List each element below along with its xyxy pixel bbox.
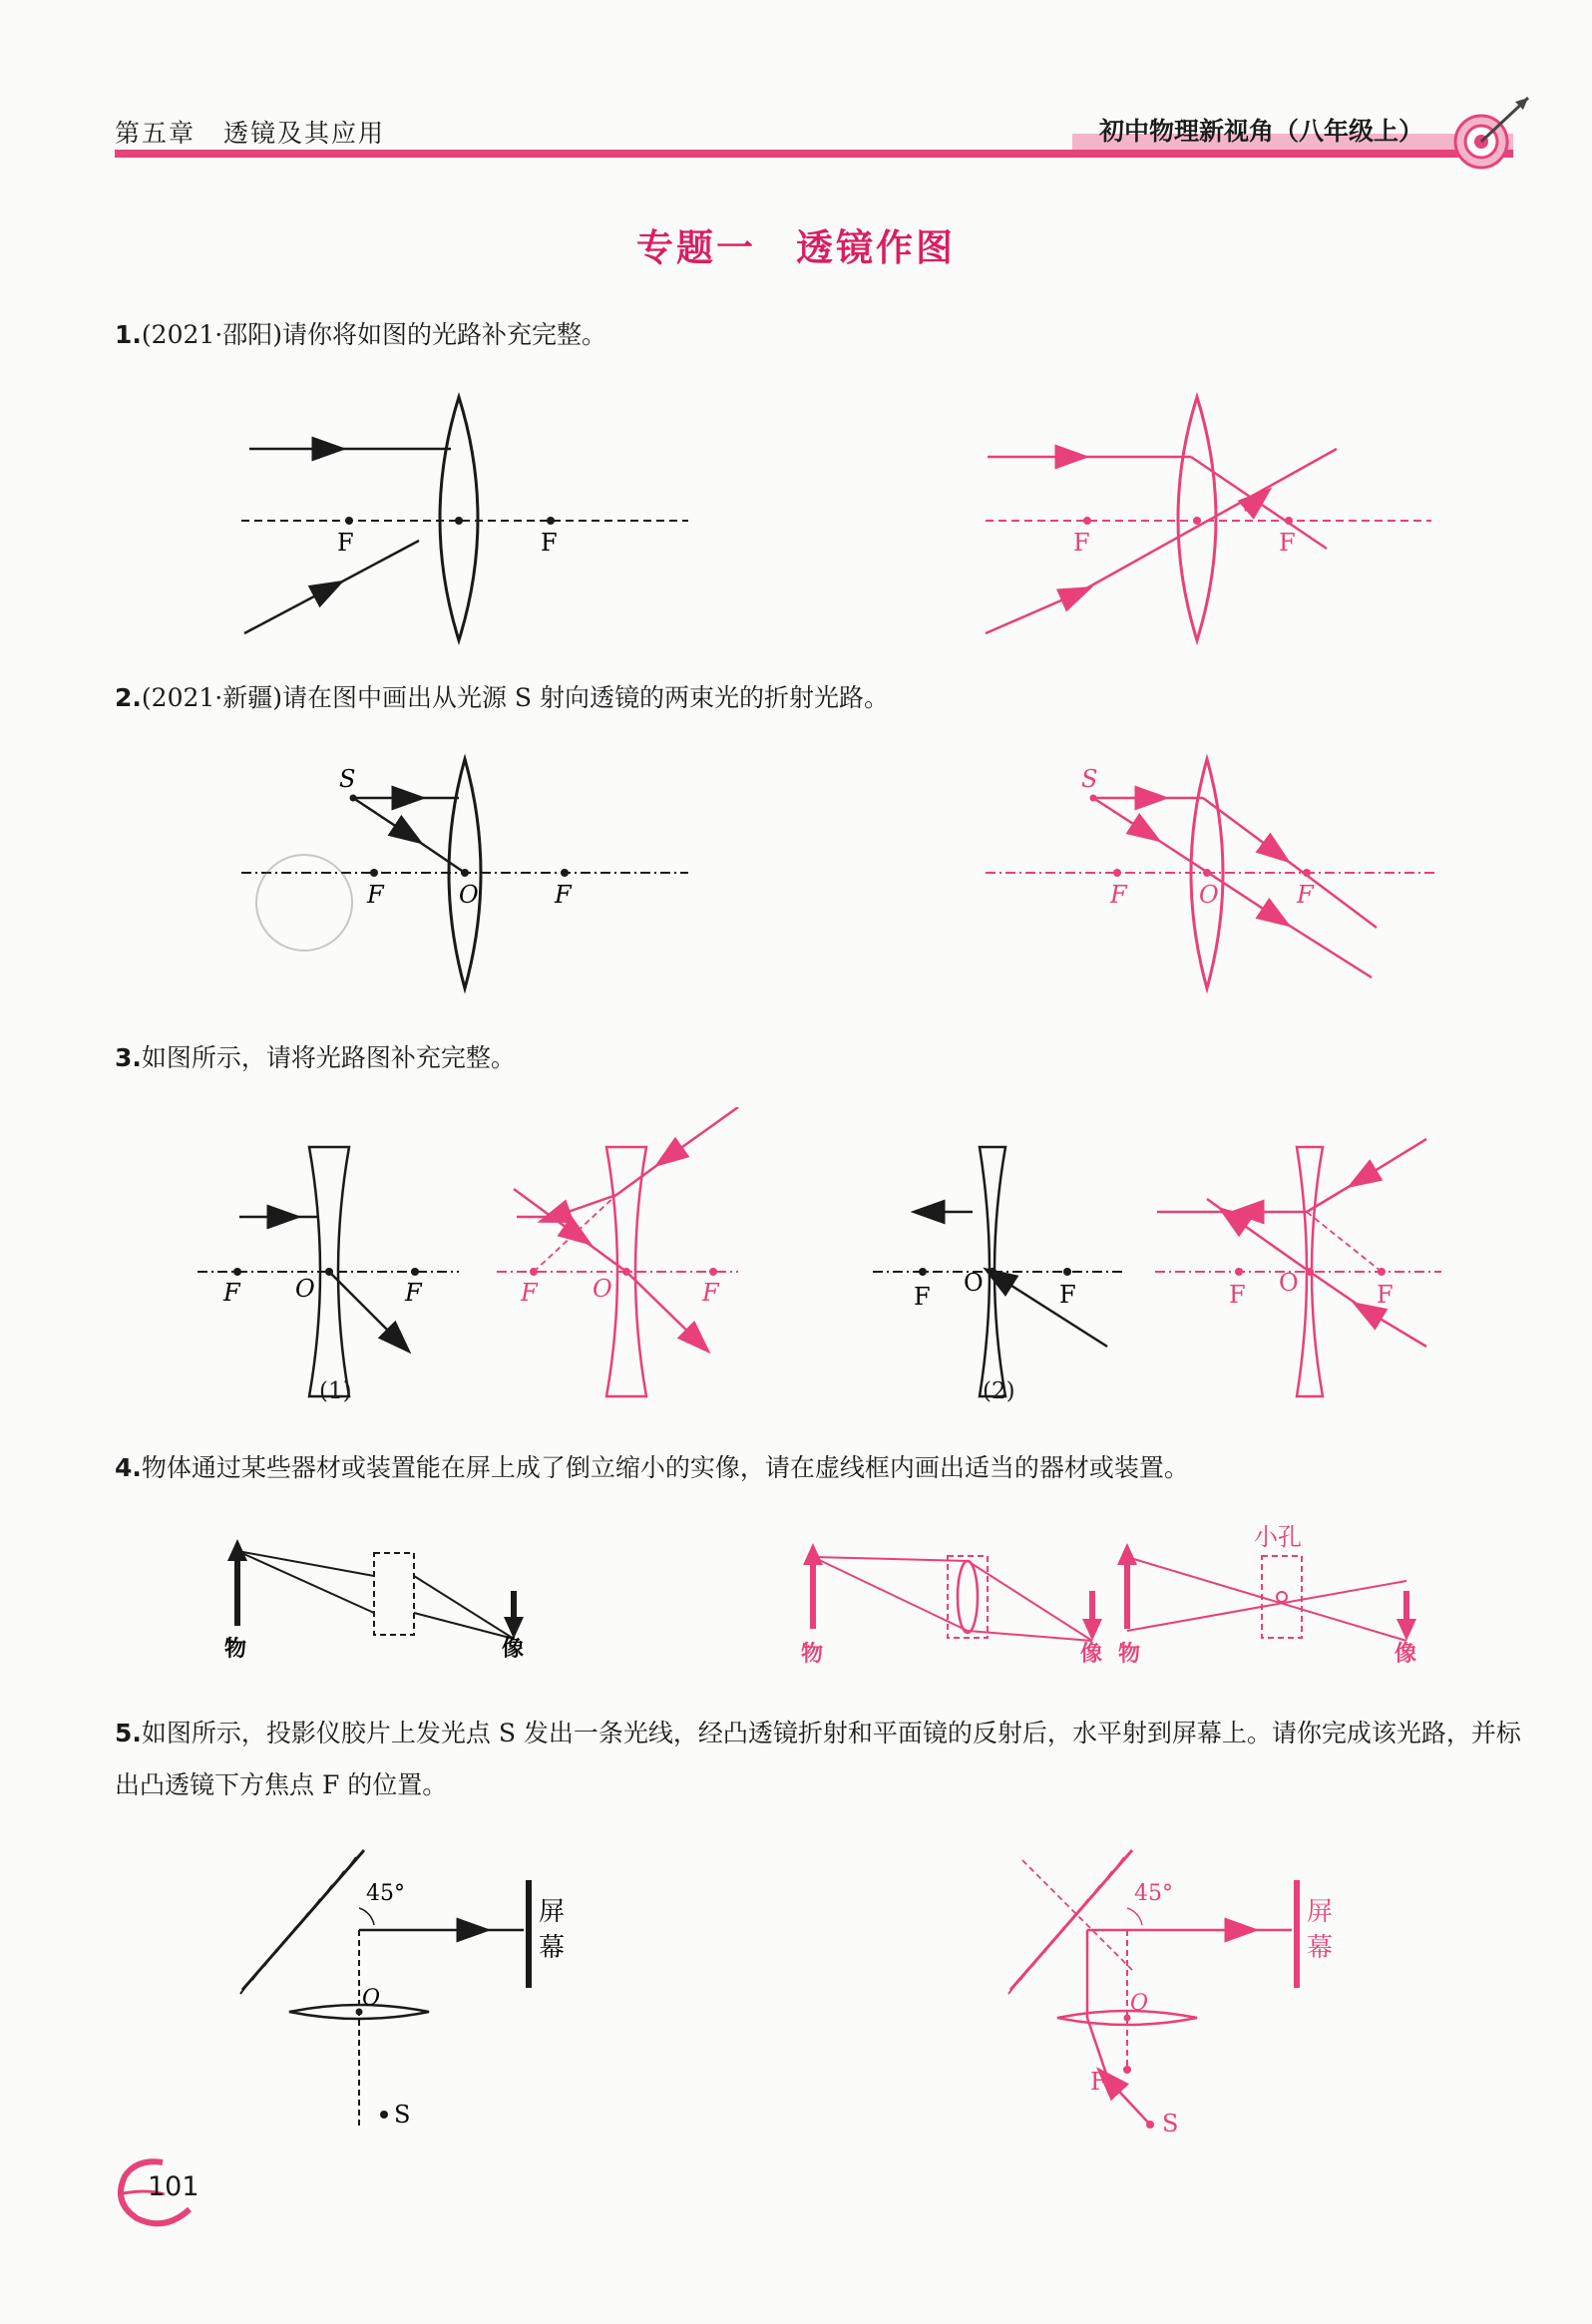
focus-label: F xyxy=(1297,881,1314,909)
question-number: 5. xyxy=(115,1719,142,1747)
focus-label: F xyxy=(1279,529,1296,557)
question-5 xyxy=(115,1708,1531,1811)
focus-label: F xyxy=(405,1279,422,1307)
object-label: 物 xyxy=(224,1636,247,1661)
question-text: 物体通过某些器材或装置能在屏上成了倒立缩小的实像，请在虚线框内画出适当的器材或装置。 xyxy=(141,1453,1189,1482)
screen-label: 屏 xyxy=(1307,1897,1334,1927)
chapter-heading xyxy=(115,114,413,150)
pinhole-label: 小孔 xyxy=(1254,1523,1302,1551)
question-text: (2021·邵阳)请你将如图的光路补充完整。 xyxy=(141,320,606,349)
page-title: 专题一 透镜作图 xyxy=(636,226,956,269)
question-2 xyxy=(115,674,1531,722)
question-text: (2021·新疆)请在图中画出从光源 S 射向透镜的两束光的折射光路。 xyxy=(141,683,890,712)
chapter-number: 第五章 xyxy=(115,119,197,148)
focus-label: F xyxy=(1059,1281,1076,1309)
focus-label: F xyxy=(1229,1281,1246,1309)
center-label: O xyxy=(1199,881,1219,909)
figure-4-answer xyxy=(793,1521,1431,1666)
question-1 xyxy=(115,311,1531,359)
chapter-title: 透镜及其应用 xyxy=(223,119,386,148)
watermark-stamp-icon xyxy=(256,855,352,951)
focus-label: F xyxy=(914,1283,931,1311)
figure-2-answer xyxy=(978,753,1446,997)
image-label: 像 xyxy=(502,1636,525,1661)
figure-1-answer xyxy=(978,389,1446,648)
question-number: 3. xyxy=(115,1043,142,1072)
center-label: O xyxy=(593,1275,612,1303)
focus-label: F xyxy=(337,529,354,557)
source-label: S xyxy=(394,2101,411,2129)
page-number: 101 xyxy=(148,2171,199,2202)
question-number: 1. xyxy=(115,320,142,349)
focus-label: F xyxy=(1377,1281,1393,1309)
figure-3-1 xyxy=(190,1107,748,1416)
figure-caption-1: (1) xyxy=(319,1378,352,1404)
angle-label: 45° xyxy=(1134,1881,1173,1906)
center-label: O xyxy=(964,1269,984,1297)
figure-2-problem xyxy=(229,753,698,997)
source-label: S xyxy=(1162,2110,1179,2137)
center-label: O xyxy=(1130,1991,1149,2016)
image-label: 像 xyxy=(1080,1641,1103,1666)
figure-3-2 xyxy=(868,1107,1446,1416)
focus-label: F xyxy=(1073,529,1090,557)
figure-5-problem xyxy=(234,1840,594,2139)
object-label: 物 xyxy=(801,1641,824,1666)
focus-label: F xyxy=(1090,2068,1107,2096)
screen-label: 幕 xyxy=(1307,1933,1334,1963)
question-number: 2. xyxy=(115,683,142,712)
target-logo-icon xyxy=(1433,80,1543,170)
image-label: 像 xyxy=(1394,1641,1417,1666)
object-label: 物 xyxy=(1118,1641,1141,1666)
center-label: O xyxy=(295,1275,315,1303)
question-text: 如图所示，请将光路图补充完整。 xyxy=(141,1043,516,1072)
figure-1-problem xyxy=(229,389,698,648)
focus-label: F xyxy=(521,1279,538,1307)
screen-label: 幕 xyxy=(539,1933,566,1963)
source-label: S xyxy=(1081,765,1098,793)
figure-5-answer xyxy=(1002,1840,1362,2139)
question-4 xyxy=(115,1444,1531,1492)
center-label: O xyxy=(1279,1269,1299,1297)
figure-caption-2: (2) xyxy=(983,1378,1015,1404)
question-text: 如图所示，投影仪胶片上发光点 S 发出一条光线，经凸透镜折射和平面镜的反射后，水平射到屏幕上。请你完成该光路，并标出凸透镜下方焦点 F 的位置。 xyxy=(115,1719,1521,1799)
question-number: 4. xyxy=(115,1453,142,1482)
figure-4-problem xyxy=(214,1531,653,1661)
source-label: S xyxy=(339,765,356,793)
center-label: O xyxy=(459,881,479,909)
focus-label: F xyxy=(702,1279,719,1307)
angle-label: 45° xyxy=(366,1881,405,1906)
screen-label: 屏 xyxy=(539,1897,566,1927)
focus-label: F xyxy=(367,881,384,909)
book-title: 初中物理新视角（八年级上） xyxy=(1098,117,1423,146)
focus-label: F xyxy=(541,529,558,557)
header-rule xyxy=(115,150,1513,158)
center-label: O xyxy=(362,1986,381,2011)
focus-label: F xyxy=(555,881,572,909)
page-header xyxy=(115,108,1513,158)
focus-label: F xyxy=(223,1279,240,1307)
focus-label: F xyxy=(1110,881,1127,909)
question-3 xyxy=(115,1034,1531,1082)
